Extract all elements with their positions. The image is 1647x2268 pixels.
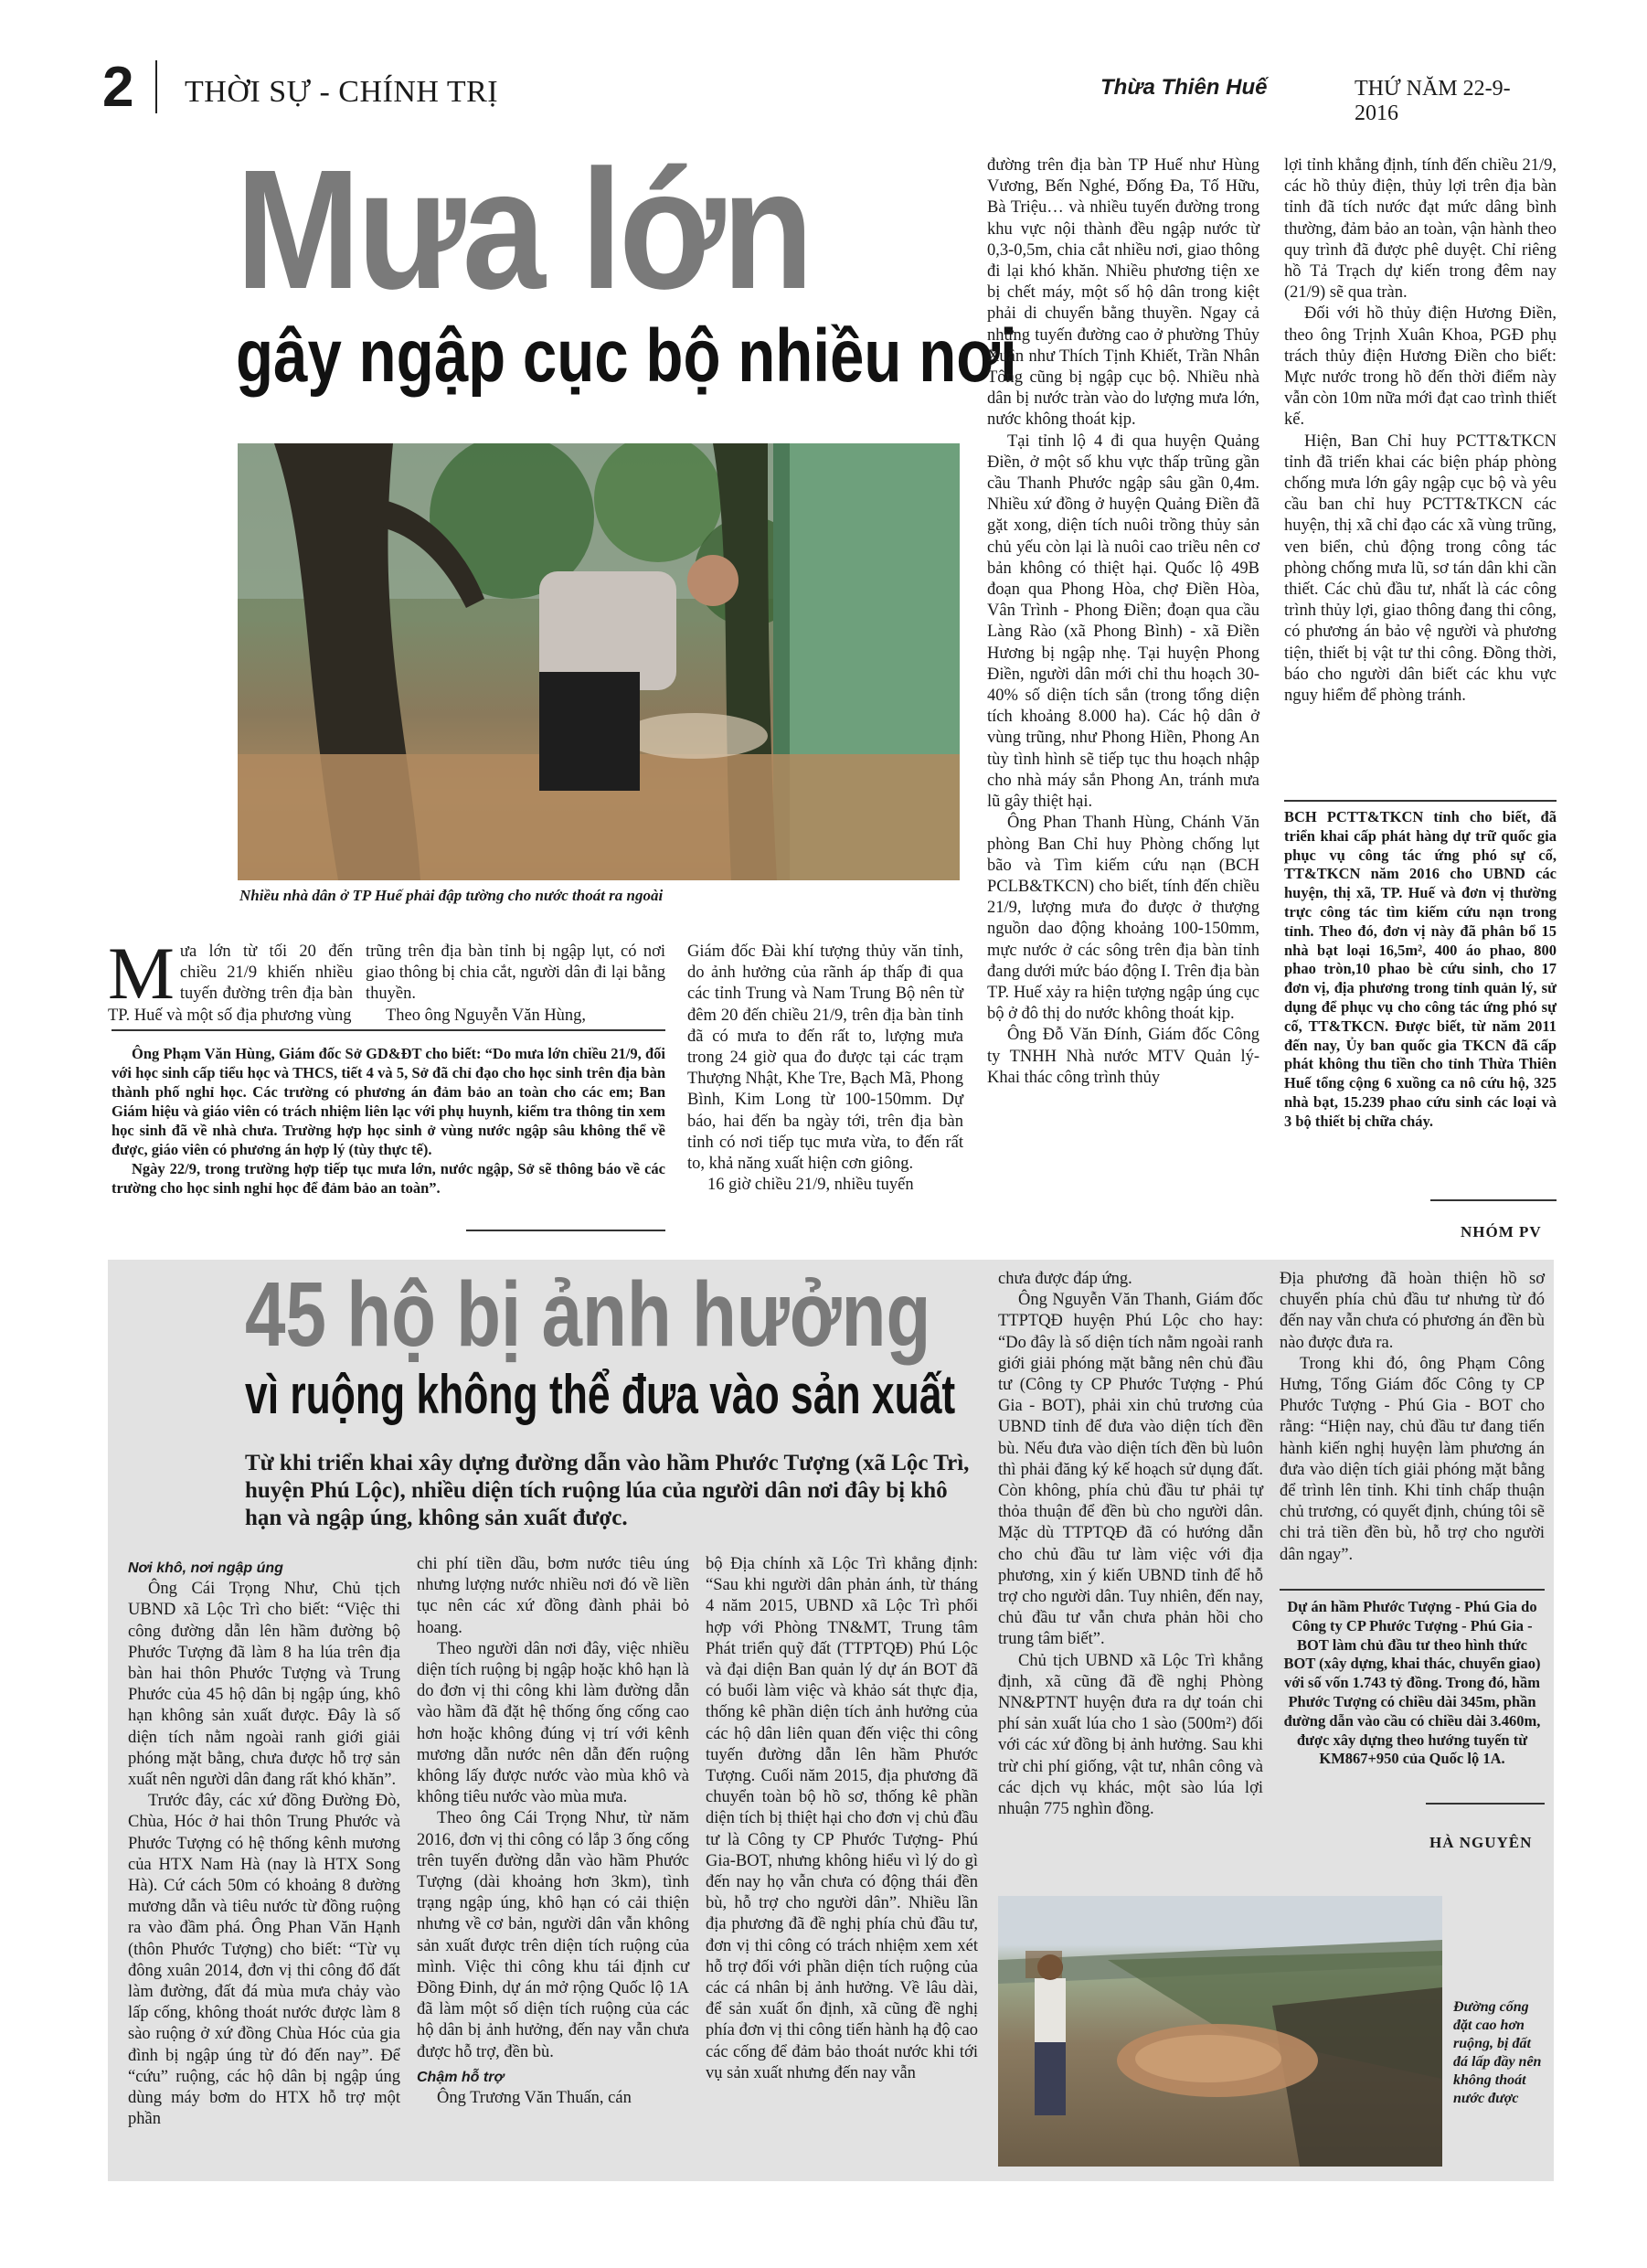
article1-box-p1: Ông Phạm Văn Hùng, Giám đốc Sở GD&ĐT cho biết: “Do mưa lớn chiều 21/9, đối với học sinh cấp tiểu học và THCS, tiết 4 và 5, Sở đã chỉ đạo cho học sinh trên địa bàn thành phố nghỉ học. Các trường có phương án đảm bảo an toàn cho các em; Ban Giám hiệu và giáo viên có trách nhiệm liên lạc với phụ huynh, kiểm tra thông tin xem học sinh đã về nhà chưa. Trường hợp học sinh ở vùng nước ngập sâu không thể về được, giáo viên có phương án hợp lý (tùy thực tế).	[112, 1045, 665, 1158]
article2-col4-p1: chưa được đáp ứng.	[998, 1270, 1132, 1288]
article2-title-line2: vì ruộng không thể đưa vào sản xuất	[245, 1364, 956, 1425]
article1-col1	[108, 932, 353, 1027]
article1-col5	[1284, 155, 1557, 707]
article2-col2-p2: Theo người dân nơi đây, việc nhiều diện tích ruộng bị ngập hoặc khô hạn là do đơn vị thi công khi làm đường dẫn vào hầm đã đặt hệ thống ống cống cao hơn hoặc không đúng vị trí với kênh mương dẫn nước nên dẫn đến ruộng không lấy được nước vào mùa khô và không tiêu nước vào mùa mưa.	[417, 1639, 689, 1807]
article1-col3-p1: Giám đốc Đài khí tượng thủy văn tỉnh, do ảnh hưởng của rãnh áp thấp đi qua các tỉnh Trung và Nam Trung Bộ nên từ đêm 20 đến chiều 21/9, trên địa bàn tỉnh đã có mưa to đến rất to, lượng mưa trong 24 giờ qua đo được tại các trạm Thượng Nhật, Khe Tre, Bạch Mã, Phong Bình, Kim Long từ 100-150mm. Dự báo, hai đến ba ngày tới, trên địa bàn tỉnh có nơi tiếp tục mưa vừa, to đến rất to, khả năng xuất hiện cơn giông.	[687, 942, 963, 1174]
article2-col5-p2: Trong khi đó, ông Phạm Công Hưng, Tổng Giám đốc Công ty CP Phước Tượng - Phú Gia - BOT cho rằng: “Hiện nay, chủ đầu tư đang tiến hành kiến nghị huyện làm phương án đưa vào diện tích giải phóng mặt bằng để trình lên tỉnh. Khi tỉnh chấp thuận chủ trương, có quyết định, chúng tôi sẽ chi trả tiền đền bù, hỗ trợ cho người dân ngay”.	[1280, 1354, 1545, 1564]
article1-col4-p4: Ông Đỗ Văn Đính, Giám đốc Công ty TNHH Nhà nước MTV Quản lý- Khai thác công trình thủy	[987, 1026, 1259, 1087]
paper-name: Thừa Thiên Huế	[1100, 75, 1268, 100]
article2-byline: HÀ NGUYÊN	[1429, 1834, 1533, 1851]
article1-col1-p1: ưa lớn từ tối 20 đến chiều 21/9 khiến nhiều tuyến đường trên địa bàn TP. Huế và một số địa phương vùng	[108, 942, 353, 1025]
article1-title-line1: Mưa lớn	[236, 135, 811, 325]
article2-col1	[128, 1554, 400, 2130]
article1-info-rule-bottom	[1430, 1199, 1557, 1201]
article2-col2-p3: Theo ông Cái Trọng Như, từ năm 2016, đơn vị thi công có lắp 3 ống cống trên tuyến đường dẫn vào hầm Phước Tượng (dài khoảng hơn 3km), tình trạng ngập úng, khô hạn có cải thiện nhưng về cơ bản, người dân vẫn không sản xuất được trên diện tích ruộng của mình. Việc thi công khu tái định cư Đồng Đinh, dự án mở rộng Quốc lộ 1A đã làm một số diện tích ruộng của các hộ dân bị ảnh hưởng, đến nay vẫn chưa được hỗ trợ, đền bù.	[417, 1809, 689, 2061]
article1-title-line2: gây ngập cục bộ nhiều nơi	[236, 314, 1017, 398]
article1-col4	[987, 155, 1259, 1089]
article1-col2	[366, 942, 665, 1027]
article2-col3	[706, 1554, 978, 2084]
article1-col2-p2: Theo ông Nguyễn Văn Hùng,	[386, 1006, 587, 1025]
road-photo-caption: Đường cống đặt cao hơn ruộng, bị đất đá lấp đầy nên không thoát nước được	[1453, 1999, 1542, 2106]
article2-col2	[417, 1554, 689, 2109]
article2-box-rule-bottom	[1426, 1803, 1545, 1805]
article1-info-box-text: BCH PCTT&TKCN tỉnh cho biết, đã triển khai cấp phát hàng dự trữ quốc gia phục vụ công tác ứng phó sự cố, TT&TKCN năm 2016 cho UBND các huyện, thị xã, TP. Huế và đơn vị thường trực công tác tìm kiếm cứu nạn trong tỉnh. Theo đó, đơn vị này đã phân bổ 15 nhà bạt loại 16,5m², 400 áo phao, 800 phao tròn,10 phao bè cứu sinh, cho 17 đơn vị, địa phương trong tỉnh quản lý, sử dụng để phục vụ cho công tác ứng phó sự cố, TT&TKCN. Được biết, từ năm 2011 đến nay, Ủy ban quốc gia TKCN đã cấp phát không thu tiền cho tỉnh Thừa Thiên Huế tổng cộng 6 xuồng ca nô cứu hộ, 325 nhà bạt, 15.239 phao cứu sinh các loại và 3 bộ thiết bị chữa cháy.	[1284, 808, 1557, 1130]
flood-scene	[238, 443, 960, 880]
article1-col2-p1: trũng trên địa bàn tỉnh bị ngập lụt, có nơi giao thông bị chia cắt, người dân đi lại bằng thuyền.	[366, 942, 665, 1004]
article2-col4-p3: Chủ tịch UBND xã Lộc Trì khẳng định, xã cũng đã đề nghị Phòng NN&PTNT huyện đưa ra dự toán chi phí sản xuất lúa cho 1 sào (500m²) đối với các xứ đồng bị ảnh hưởng. Sau khi trừ chi phí giống, vật tư, nhân công và các dịch vụ khác, một sào lúa lợi nhuận 775 nghìn đồng.	[998, 1651, 1263, 1819]
article1-quote-box	[112, 1044, 665, 1198]
article2-box-rule-top	[1280, 1589, 1545, 1591]
road-scene	[998, 1896, 1442, 2167]
article2-col5	[1280, 1269, 1545, 1566]
article2-col1-p2: Trước đây, các xứ đồng Đường Đò, Chùa, Hóc ở hai thôn Trung Phước và Phước Tượng có hệ thống kênh mương của HTX Nam Hà (nay là HTX Song Hà). Cứ cách 50m có khoảng 8 đường mương dẫn và tiêu nước từ đồng ruộng ra vào đầm phá. Ông Phan Văn Hạnh (thôn Phước Tượng) cho biết: “Từ vụ đông xuân 2014, đơn vị thi công đổ đất làm đường, đất đá mùa mưa chảy vào lấp cống, không thoát nước được làm 8 sào ruộng ở xứ đồng Chùa Hóc của gia đình bị ngập úng từ đó đến nay”. Để “cứu” ruộng, các hộ dân bị ngập úng dùng máy bơm do HTX hỗ trợ một phần	[128, 1792, 400, 2129]
article1-info-box	[1284, 808, 1557, 1132]
article2-col5-p1: Địa phương đã hoàn thiện hồ sơ chuyển phía chủ đầu tư nhưng từ đó đến nay vẫn chưa có phương án đền bù nào được đưa ra.	[1280, 1270, 1545, 1352]
article1-box-p2: Ngày 22/9, trong trường hợp tiếp tục mưa lớn, nước ngập, Sở sẽ thông báo về các trường cho học sinh nghỉ học để đảm bảo an toàn”.	[112, 1160, 665, 1197]
article2-col4-p2: Ông Nguyễn Văn Thanh, Giám đốc TTPTQĐ huyện Phú Lộc cho hay: “Do đây là số diện tích nằm ngoài ranh giới giải phóng mặt bằng nên chủ đầu tư (Công ty CP Phước Tượng - Phú Gia - BOT), phải xin chủ trương của UBND tỉnh để đưa vào diện tích đền bù. Nếu đưa vào diện tích đền bù luôn thì phải đăng ký kế hoạch sử dụng đất. Còn không, phía chủ đầu tư phải tự thỏa thuận để đền bù cho người dân. Mặc dù TTPTQĐ đã có hướng dẫn cho chủ đầu tư làm việc với địa phương, xin ý kiến UBND tỉnh để hỗ trợ cho người dân. Tuy nhiên, đến nay, chủ đầu tư vẫn chưa phản hồi cho trung tâm biết”.	[998, 1291, 1263, 1649]
section-name: THỜI SỰ - CHÍNH TRỊ	[185, 75, 499, 109]
article2-col2-p1: chi phí tiền dầu, bơm nước tiêu úng nhưng lượng nước nhiều nơi đó về liền tục nên các xứ đồng đành phải bỏ hoang.	[417, 1555, 689, 1637]
article2-title	[245, 1263, 994, 1428]
flood-photo	[238, 443, 960, 880]
article2-info-box	[1280, 1598, 1545, 1769]
article1-col5-p3: Hiện, Ban Chỉ huy PCTT&TKCN tỉnh đã triển khai các biện pháp phòng chống mưa lớn gây ngập cục bộ và yêu cầu ban chỉ huy PCTT&TKCN các huyện, thị xã chỉ đạo các xã vùng trũng, ven biển, chủ động trong công tác phòng chống mưa lũ, sơ tán dân khi cần thiết. Các chủ đầu tư, nhất là các công trình thủy lợi, giao thông đang thi công, có phương án bảo vệ người và phương tiện, thiết bị vật tư thi công. Đồng thời, báo cho người dân biết các khu vực nguy hiểm để phòng tránh.	[1284, 431, 1557, 706]
article2-col1-p1: Ông Cái Trọng Như, Chủ tịch UBND xã Lộc Trì cho biết: “Việc thi công đường dẫn lên hầm đường bộ Phước Tượng đã làm 8 ha lúa trên địa bàn hai thôn Phước Tượng và Trung Phước của 45 hộ dân bị ngập úng, khô hạn không sản xuất được. Đây là số diện tích nằm ngoài ranh giới giải phóng mặt bằng, chưa được hỗ trợ sản xuất nên người dân đang rất khó khăn”.	[128, 1580, 400, 1790]
article2-sub2: Chậm hỗ trợ	[417, 2069, 505, 2085]
article2-col4	[998, 1269, 1263, 1820]
article1-box-rule-top	[112, 1029, 665, 1031]
article2-sub1: Nơi khô, nơi ngập úng	[128, 1560, 283, 1576]
article1-col4-p2: Tại tỉnh lộ 4 đi qua huyện Quảng Điền, ở một số khu vực thấp trũng gần cầu Thanh Phước ngập sâu gần 0,4m. Nhiều xứ đồng ở huyện Quảng Điền đã gặt xong, diện tích nuôi trồng thủy sản chủ yếu còn lại là nuôi cao triều nên cơ bản không có thiệt hại. Quốc lộ 49B đoạn qua Phong Hòa, chợ Điền Hòa, Vân Trình - Phong Điền; đoạn qua cầu Làng Rào (xã Phong Bình) - xã Điền Hương bị ngập nhẹ. Tại huyện Phong Điền, người dân mới chỉ thu hoạch 30-40% số diện tích sắn (trong tổng diện tích khoảng 8.000 ha). Các hộ dân ở vùng trũng, như Phong Hiền, Phong An tùy tình hình sẽ tiếp tục thu hoạch nhập cho nhà máy sắn Phong An, tránh mưa lũ gây thiệt hại.	[987, 431, 1259, 812]
page-header	[102, 56, 1546, 125]
article1-col3-p2: 16 giờ chiều 21/9, nhiều tuyến	[707, 1176, 914, 1195]
article2-col2-p4: Ông Trương Văn Thuấn, cán	[437, 2089, 632, 2108]
article1-col3	[687, 942, 963, 1196]
article1-byline: NHÓM PV	[1461, 1223, 1542, 1240]
road-photo	[998, 1896, 1442, 2167]
page-number: 2	[102, 56, 134, 119]
issue-date: THỨ NĂM 22-9-2016	[1355, 77, 1511, 125]
article1-title	[236, 135, 1017, 400]
article1-col5-p2: Đối với hồ thủy điện Hương Điền, theo ông Trịnh Xuân Khoa, PGĐ phụ trách thủy điện Hương Điền cho biết: Mực nước trong hồ đến thời điểm này vẫn còn 10m nữa mới đạt cao trình thiết kế.	[1284, 304, 1557, 430]
article1-col4-p1: đường trên địa bàn TP Huế như Hùng Vương, Bến Nghé, Đống Đa, Tố Hữu, Bà Triệu… và nhiều tuyến đường trong khu vực nội thành đều ngập nước từ 0,3-0,5m, chia cắt nhiều nơi, giao thông đi lại khó khăn. Nhiều phương tiện xe bị chết máy, một số hộ dân trong kiệt phải di chuyển bằng thuyền. Ngay cả những tuyến đường cao ở phường Thủy Xuân như Thích Tịnh Khiết, Trần Nhân Tông cũng bị ngập cục bộ. Nhiều nhà dân bị nước tràn vào do lượng mưa lớn, nước không thoát kịp.	[987, 156, 1259, 430]
article1-col4-p3: Ông Phan Thanh Hùng, Chánh Văn phòng Ban Chỉ huy Phòng chống lụt bão và Tìm kiếm cứu nạn (BCH PCLB&TKCN) cho biết, tính đến chiều 21/9, lượng mưa đo được ở thượng nguồn dao động khoảng 100-150mm, mực nước ở các sông trên địa bàn tỉnh đang dưới mức báo động I. Trên địa bàn TP. Huế xảy ra hiện tượng ngập úng cục bộ ở đô thị do nước không thoát kịp.	[987, 814, 1259, 1024]
article2-lead: Từ khi triển khai xây dựng đường dẫn vào hầm Phước Tượng (xã Lộc Trì, huyện Phú Lộc), nhiều diện tích ruộng lúa của người dân nơi đây bị khô hạn và ngập úng, không sản xuất được.	[245, 1451, 970, 1530]
dropcap: M	[108, 932, 175, 1015]
article1-box-rule-bottom	[466, 1230, 665, 1231]
photo-caption: Nhiều nhà dân ở TP Huế phải đập tường cho nước thoát ra ngoài	[239, 887, 664, 904]
article2-info-box-text: Dự án hầm Phước Tượng - Phú Gia do Công ty CP Phước Tượng - Phú Gia - BOT làm chủ đầu tư theo hình thức BOT (xây dựng, khai thác, chuyển giao) với số vốn 1.743 tỷ đồng. Trong đó, hầm Phước Tượng có chiều dài 345m, phần đường dẫn vào cầu có chiều dài 3.460m, được xây dựng theo hướng tuyến từ KM867+950 của Quốc lộ 1A.	[1283, 1598, 1541, 1768]
article1-col5-p1: lợi tỉnh khẳng định, tính đến chiều 21/9, các hồ thủy điện, thủy lợi trên địa bàn tỉnh đã tích nước đạt mức dâng bình thường, đảm bảo an toàn, vận hành theo quy trình đã được phê duyệt. Chỉ riêng hồ Tả Trạch dự kiến trong đêm nay (21/9) sẽ qua tràn.	[1284, 156, 1557, 303]
article2-title-line1: 45 hộ bị ảnh hưởng	[245, 1263, 931, 1366]
article2-col3-p1: bộ Địa chính xã Lộc Trì khẳng định: “Sau khi người dân phản ánh, từ tháng 4 năm 2015, UBND xã Lộc Trì phối hợp với Phòng TN&MT, Trung tâm Phát triển quỹ đất (TTPTQĐ) Phú Lộc và đại diện Ban quản lý dự án BOT đã có buổi làm việc và khảo sát thực địa, thống kê phần diện tích ảnh hưởng của các hộ dân liên quan đến việc thi công tuyến đường dẫn lên hầm Phước Tượng. Cuối năm 2015, địa phương đã chuyển toàn bộ hồ sơ, thống kê phần diện tích bị thiệt hại cho đơn vị chủ đầu tư là Công ty CP Phước Tượng- Phú Gia-BOT, nhưng không hiểu vì lý do gì đến nay họ vẫn chưa có động thái đền bù, hỗ trợ cho người dân”. Nhiều lần địa phương đã đề nghị phía chủ đầu tư, đơn vị thi công có trách nhiệm xem xét hỗ trợ đối với phần diện tích ruộng của các cá nhân bị ảnh hưởng. Về lâu dài, để sản xuất ổn định, xã cũng đề nghị phía đơn vị thi công tiến hành hạ độ cao các cống để đảm bảo thoát nước khi tới vụ sản xuất nhưng đến nay vẫn	[706, 1555, 978, 2082]
article1-col5-rule	[1284, 800, 1557, 802]
header-divider	[155, 60, 157, 113]
